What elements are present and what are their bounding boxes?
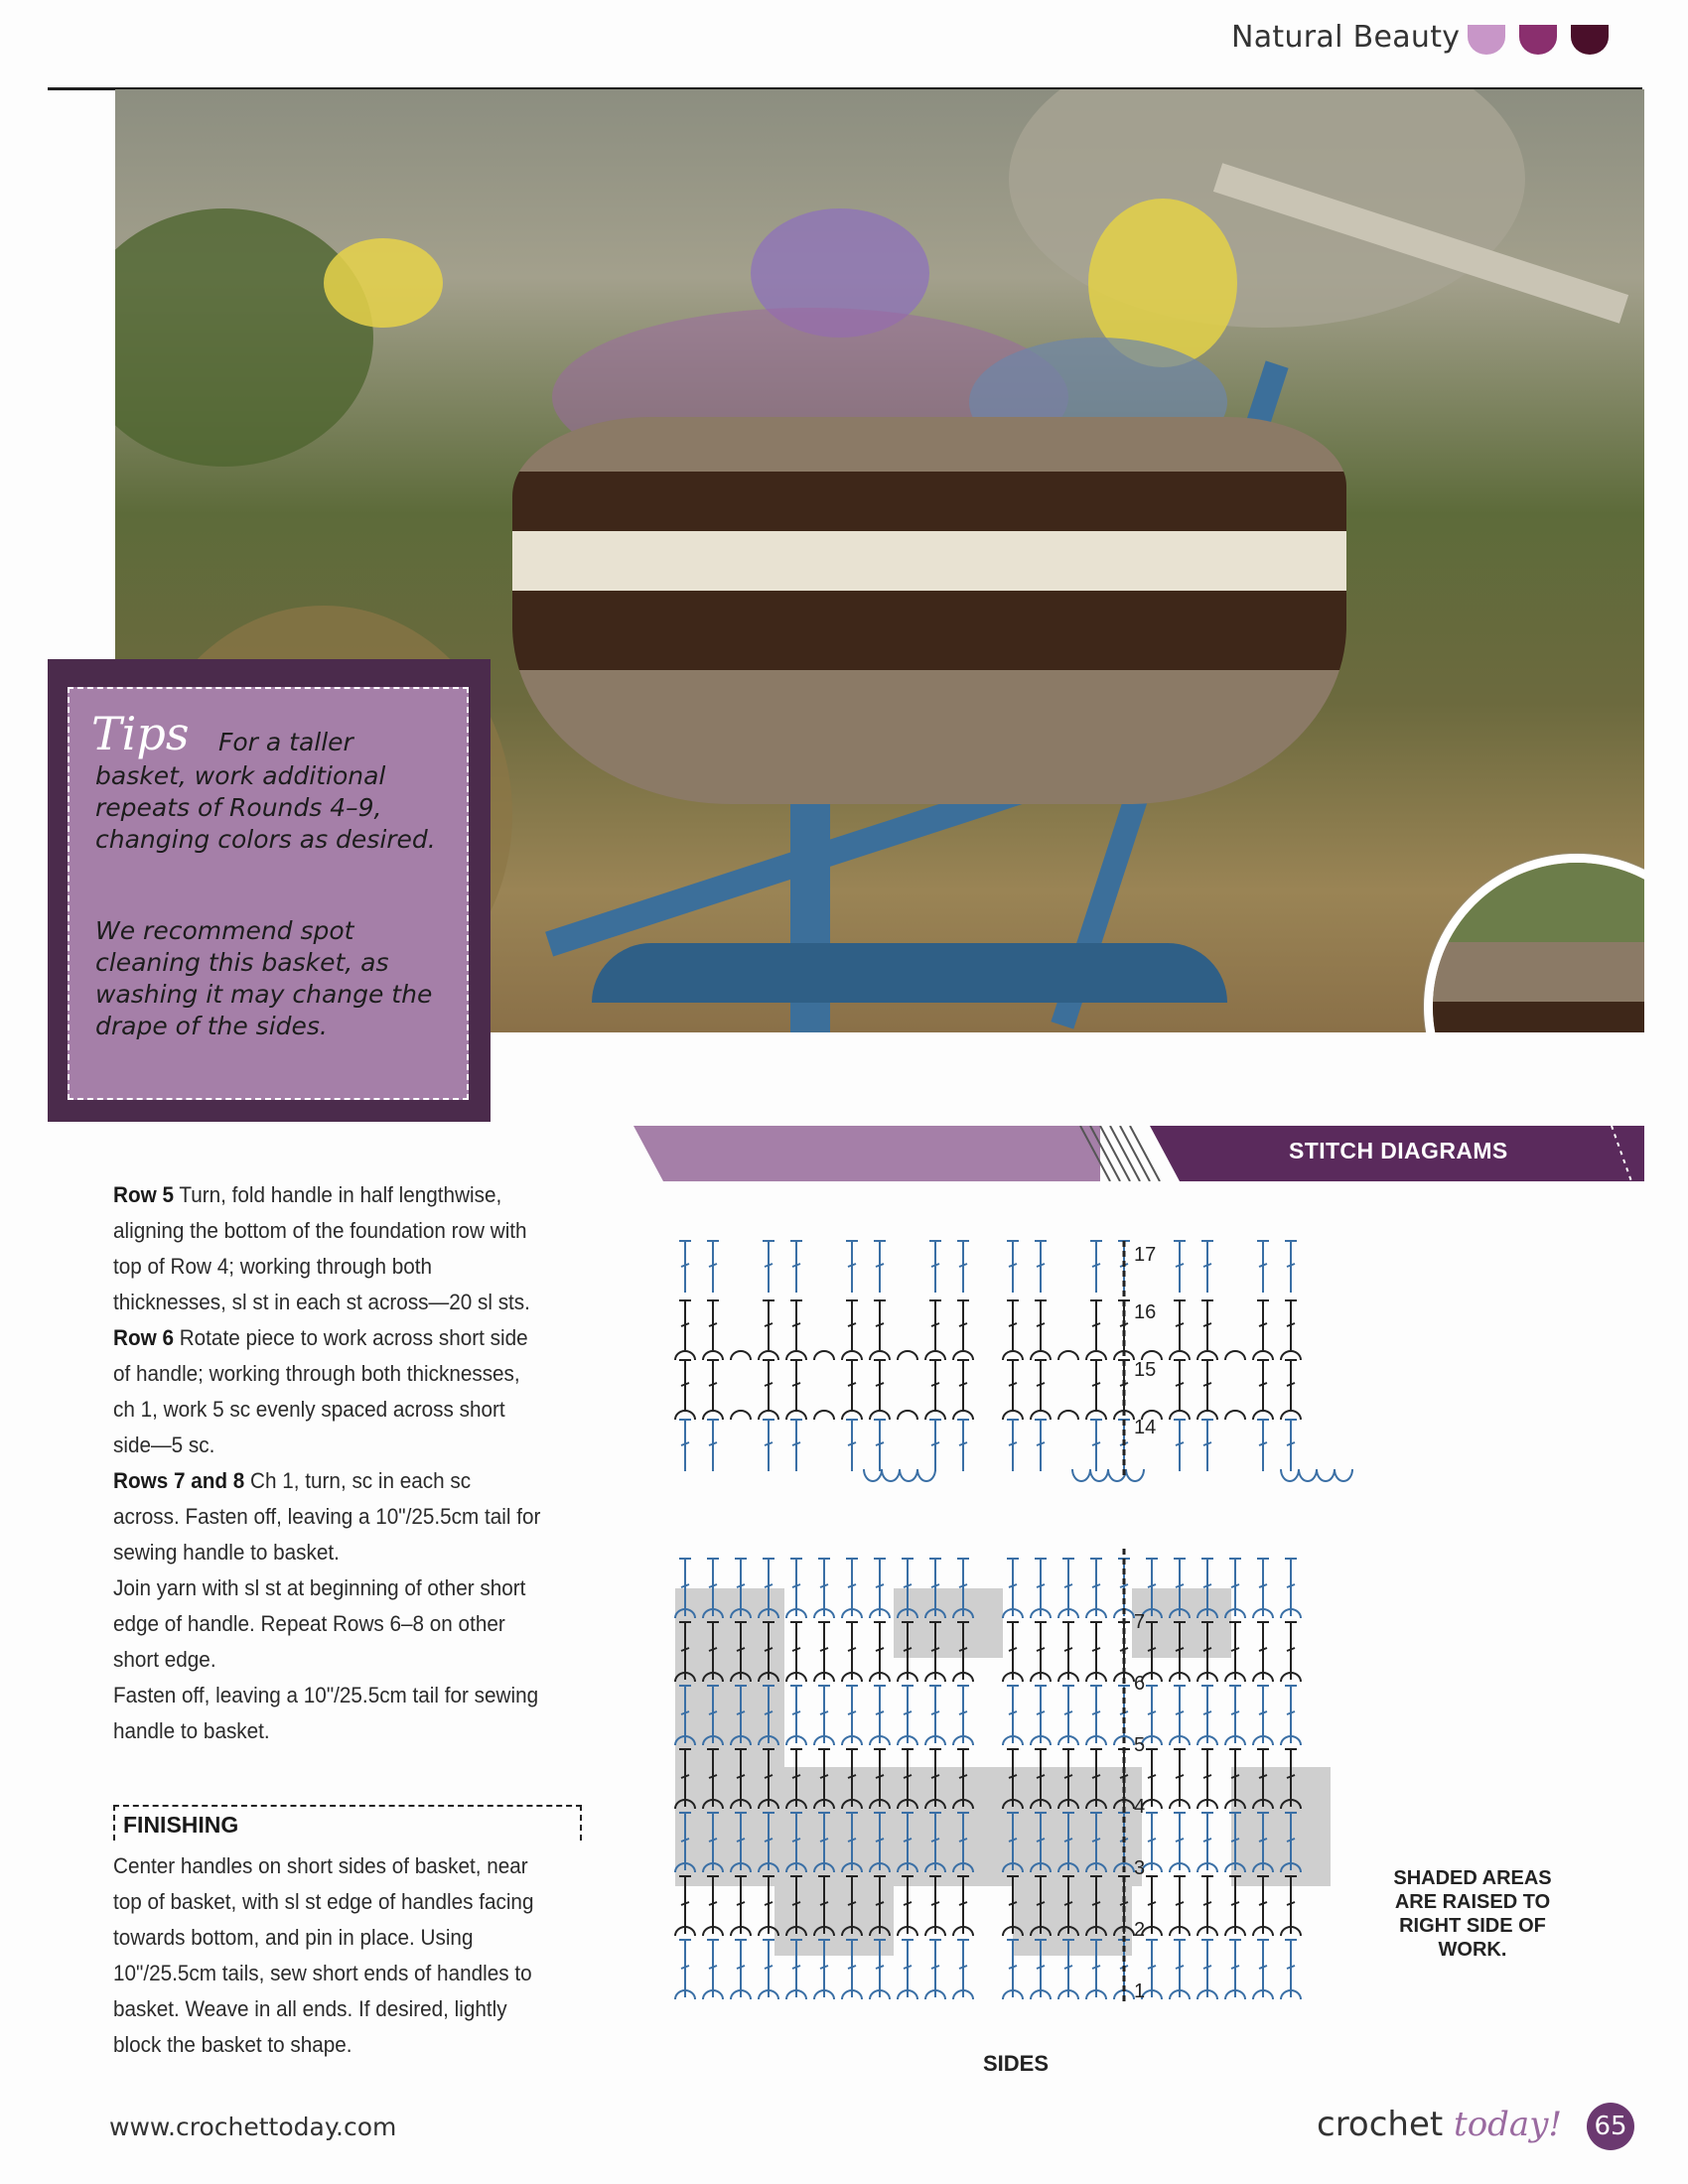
row-number: 4 [1134,1796,1146,1818]
post-stitch [1126,1469,1144,1481]
chain-loop [1170,1411,1190,1420]
shaded-areas-note: SHADED AREAS ARE RAISED TO RIGHT SIDE OF WORK. [1393,1867,1552,1961]
section-title: Natural Beauty [1231,20,1461,55]
chain-loop [1058,1411,1078,1420]
chain-loop [953,1411,973,1420]
color-dot-light [1468,25,1505,55]
chain-loop [675,1411,695,1420]
chain-loop [1086,1351,1106,1360]
instructions [113,1177,542,1749]
tips-paragraph-1: basket, work additional repeats of Rounds 4–9, changing colors as desired. [95,761,436,854]
instruction-join: Join yarn with sl st at beginning of other short edge of handle. Repeat Rows 6–8 on other short edge. [113,1575,526,1672]
brand-logo: crochet today! [1317,2105,1563,2144]
chain-loop [759,1411,778,1420]
color-dot-medium [1519,25,1557,55]
shaded-area [1013,1886,1132,1956]
chain-loop [1197,1411,1217,1420]
row-number: 6 [1134,1673,1146,1695]
chain-loop [870,1411,890,1420]
chain-loop [759,1351,778,1360]
sides-caption: SIDES [983,2051,1050,2076]
chain-loop [814,1351,834,1360]
chain-loop [1031,1411,1051,1420]
chain-loop [925,1351,945,1360]
chain-loop [1003,1411,1023,1420]
row-number: 7 [1134,1611,1146,1633]
chain-loop [1225,1411,1245,1420]
finishing-heading: FINISHING [113,1805,582,1841]
chain-loop [1086,1411,1106,1420]
chain-loop [1253,1411,1273,1420]
tips-box [48,659,491,1122]
post-stitch [900,1469,917,1481]
row-number: 16 [1134,1301,1157,1323]
chain-loop [1170,1351,1190,1360]
post-stitch [1335,1469,1352,1481]
chain-loop [953,1351,973,1360]
chain-loop [786,1411,806,1420]
tips-panel [68,687,469,1100]
chain-loop [1058,1351,1078,1360]
chain-loop [1281,1411,1301,1420]
instruction-fasten: Fasten off, leaving a 10"/25.5cm tail for sewing handle to basket. [113,1683,539,1743]
post-stitch [917,1469,935,1481]
chain-loop [1281,1351,1301,1360]
row-number: 14 [1134,1417,1157,1438]
row-number: 17 [1134,1244,1157,1266]
post-stitch [882,1469,900,1481]
chain-loop [675,1351,695,1360]
footer-url: www.crochettoday.com [109,2113,397,2141]
inset-detail-photo [1424,854,1644,1032]
chain-loop [842,1411,862,1420]
chain-loop [1031,1351,1051,1360]
post-stitch [1072,1469,1090,1481]
stitch-diagram [665,1231,1380,2015]
shaded-area [774,1886,894,1956]
chain-loop [814,1411,834,1420]
tips-paragraph-2: We recommend spot cleaning this basket, as washing it may change the drape of the sides. [95,916,433,1040]
chain-loop [1225,1351,1245,1360]
page-number: 65 [1587,2103,1634,2150]
chain-loop [1253,1351,1273,1360]
row-number: 15 [1134,1359,1157,1381]
instruction-rows-7-8: Rows 7 and 8 Ch 1, turn, sc in each sc across. Fasten off, leaving a 10"/25.5cm tail for sewing handle to basket. [113,1468,541,1565]
post-stitch [1317,1469,1335,1481]
chain-loop [703,1411,723,1420]
chain-loop [786,1351,806,1360]
instruction-row-5: Row 5 Turn, fold handle in half lengthwise, aligning the bottom of the foundation row with top of Row 4; working through both thicknesses, sl st in each st across—20 sl sts. [113,1182,530,1314]
chain-loop [842,1351,862,1360]
row-number: 2 [1134,1919,1146,1941]
chain-loop [870,1351,890,1360]
chain-loop [898,1411,917,1420]
post-stitch [1299,1469,1317,1481]
stitch-diagrams-label: STITCH DIAGRAMS [1289,1138,1508,1163]
finishing-text: Center handles on short sides of basket, near top of basket, with sl st edge of handles facing towards bottom, and pin in place. Using 10"/25.5cm tails, sew short ends of handles to basket. Weave in all ends. If desired, lightly block the basket to shape. [113,1853,534,2057]
chain-loop [925,1411,945,1420]
tips-lead: For a taller [218,728,353,756]
row-number: 5 [1134,1734,1146,1756]
row-number: 3 [1134,1857,1146,1879]
chain-loop [731,1351,751,1360]
chain-loop [898,1351,917,1360]
chain-loop [731,1411,751,1420]
color-dot-dark [1571,25,1609,55]
chain-loop [1197,1351,1217,1360]
post-stitch [1090,1469,1108,1481]
instruction-row-6: Row 6 Rotate piece to work across short side of handle; working through both thicknesses, ch 1, work 5 sc evenly spaced across short side—5 sc. [113,1325,528,1457]
chain-loop [1003,1351,1023,1360]
crochet-basket [512,417,1346,804]
tips-heading: Tips [91,707,190,760]
chain-loop [703,1351,723,1360]
row-number: 1 [1134,1980,1146,2002]
